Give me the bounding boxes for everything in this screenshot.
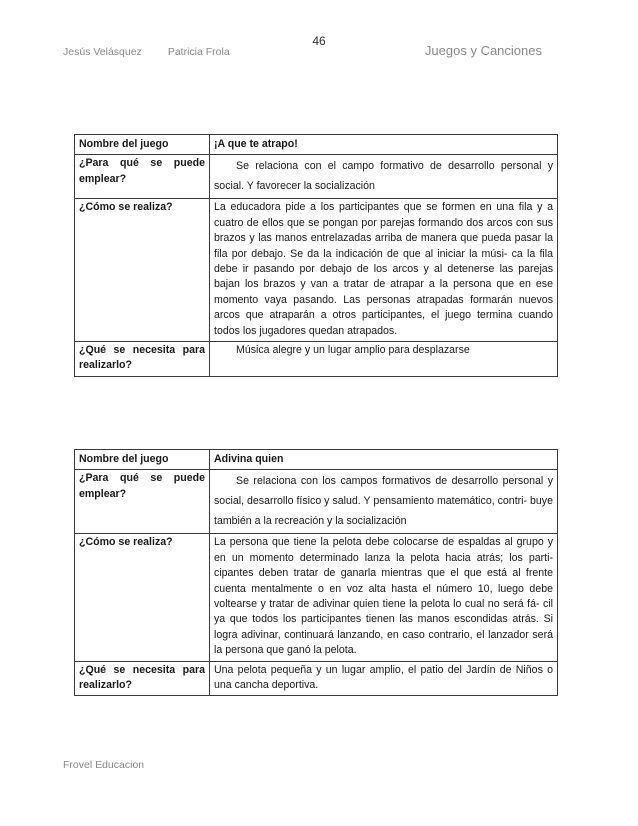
table-row (75, 661, 558, 696)
how-label: ¿Cómo se realiza? (75, 534, 210, 661)
how-text: La educadora pide a los participantes que se formen en una fila y a cuatro de ellos que se pongan por parejas formando dos arcos con sus brazos y las manos entrelazadas arriba de manera que pueda pasar la fila por debajo. Se da la indicación de que al iniciar la músi- ca la fila debe ir pasando por debajo de los arcos y al detenerse las parejas bajan los brazos y van a tratar de atrapar a la persona que en ese momento vaya pasando. Las personas atrapadas formarán nuevos arcos que atraparán a otros participantes, el juego termina cuando todos los jugadores quedan atrapados. (210, 199, 558, 342)
name-label: Nombre del juego (75, 135, 210, 155)
game-name: Adivina quien (210, 450, 558, 470)
purpose-text: Se relaciona con los campos formativos de desarrollo personal y social, desarrollo físico y salud. Y pensamiento matemático, contri- buye también a la recreación y la socialización (210, 470, 558, 534)
name-label: Nombre del juego (75, 450, 210, 470)
author-name: Jesús Velásquez (63, 46, 142, 58)
table-row (75, 135, 558, 155)
footer-text: Frovel Educacion (63, 759, 145, 771)
page-number: 46 (312, 34, 326, 48)
header-title: Juegos y Canciones (424, 43, 542, 58)
table-row (75, 199, 558, 342)
header-authors (63, 46, 230, 58)
table-row (75, 155, 558, 199)
purpose-label: ¿Para qué se puede emplear? (75, 155, 210, 199)
game-name: ¡A que te atrapo! (210, 135, 558, 155)
author-name: Patricia Frola (167, 46, 230, 58)
purpose-label: ¿Para qué se puede emplear? (75, 470, 210, 534)
game-table (74, 449, 558, 696)
table-row (75, 450, 558, 470)
needs-text: Una pelota pequeña y un lugar amplio, el patio del Jardín de Niños o una cancha deportiva. (210, 661, 558, 696)
how-text: La persona que tiene la pelota debe colocarse de espaldas al grupo y en un momento determinado lanza la pelota hacia atrás; los parti- cipantes deben tratar de ganarla mientras que el que está al frente cuenta mentalmente o en voz alta hasta el número 10, luego debe voltearse y tratar de adivinar quien tiene la pelota lo cual no será fá- cil ya que todos los participantes tienen las manos escondidas atrás. Si logra adivinar, continuará lanzando, en caso contrario, el lanzador será la persona que ganó la pelota. (210, 534, 558, 661)
how-label: ¿Cómo se realiza? (75, 199, 210, 342)
table-row (75, 342, 558, 377)
needs-label: ¿Qué se necesita para realizarlo? (75, 342, 210, 377)
game-table (74, 134, 558, 377)
needs-text: Música alegre y un lugar amplio para desplazarse (210, 342, 558, 377)
table-row (75, 470, 558, 534)
needs-label: ¿Qué se necesita para realizarlo? (75, 661, 210, 696)
table-row (75, 534, 558, 661)
purpose-text: Se relaciona con el campo formativo de desarrollo personal y social. Y favorecer la socialización (210, 155, 558, 199)
